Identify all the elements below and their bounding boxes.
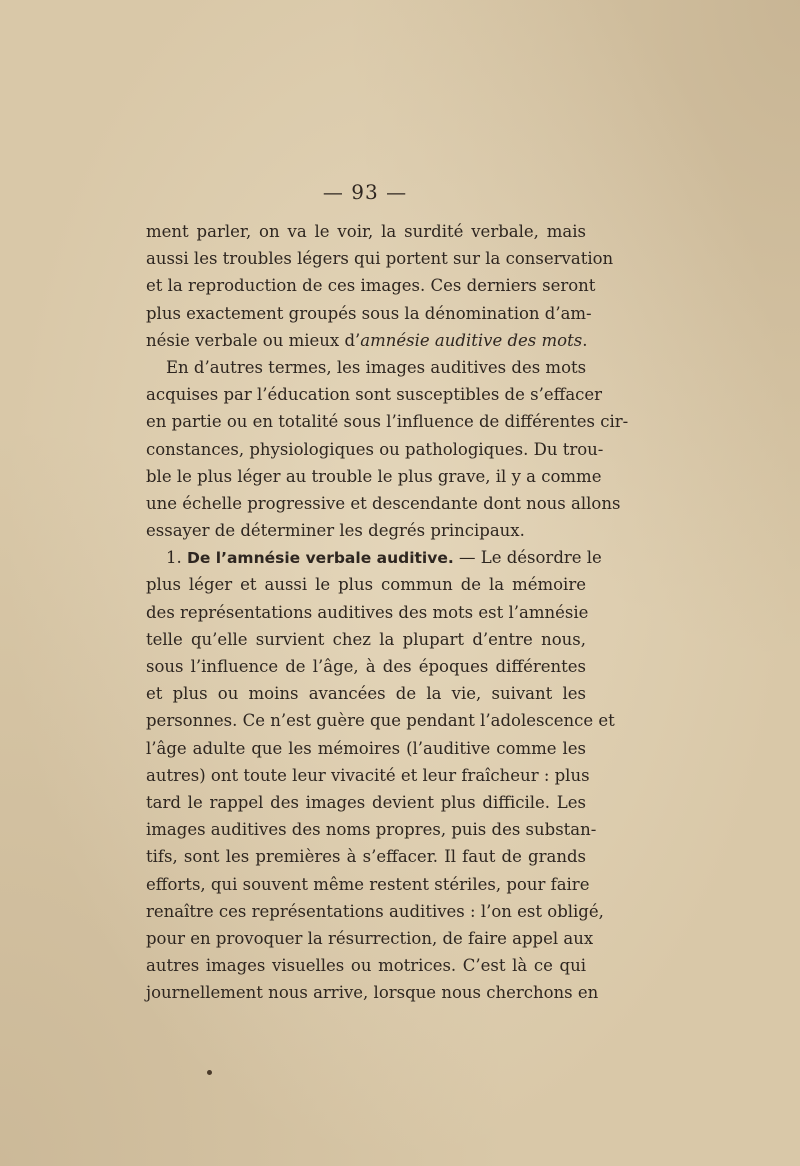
text-line [146, 544, 602, 571]
text-line: et plus ou moins avancées de la vie, suivant les [146, 684, 586, 704]
text-line: telle qu’elle survient chez la plupart d’entre nous, [146, 629, 586, 649]
text-line: essayer de déterminer les degrés principaux. [146, 521, 525, 541]
text-line: images auditives des noms propres, puis des substan- [146, 820, 597, 840]
text-run: 1. [166, 548, 187, 568]
text-line: plus exactement groupés sous la dénomination d’am- [146, 303, 592, 323]
text-run: — Le désordre le [453, 548, 602, 568]
text-line: tifs, sont les premières à s’effacer. Il faut de grands [146, 847, 586, 867]
text-line: en partie ou en totalité sous l’influence de différentes cir- [146, 412, 629, 432]
text-line: constances, physiologiques ou pathologiques. Du trou- [146, 439, 604, 459]
text-line: ment parler, on va le voir, la surdité verbale, mais [146, 222, 586, 241]
text-line: ble le plus léger au trouble le plus grave, il y a comme [146, 466, 602, 486]
text-line: autres images visuelles ou motrices. C’est là ce qui [146, 956, 586, 976]
text-line: autres) ont toute leur vivacité et leur fraîcheur : plus [146, 765, 590, 785]
text-line: et la reproduction de ces images. Ces derniers seront [146, 276, 596, 296]
text-line: aussi les troubles légers qui portent sur la conservation [146, 249, 614, 269]
page-number: — 93 — [322, 180, 408, 204]
text-line: personnes. Ce n’est guère que pendant l’adolescence et [146, 711, 615, 731]
text-run: nésie verbale ou mieux d’ [146, 330, 361, 350]
italic-phrase: amnésie auditive des mots [360, 330, 583, 350]
paper-speck [207, 1070, 212, 1075]
text-line: En d’autres termes, les images auditives des mots [166, 357, 587, 377]
text-block [146, 218, 629, 1006]
text-line: plus léger et aussi le plus commun de la mémoire [146, 575, 586, 595]
text-line: sous l’influence de l’âge, à des époques différentes [146, 657, 586, 676]
text-line: l’âge adulte que les mémoires (l’auditive comme les [146, 738, 586, 758]
section-heading: De l’amnésie verbale auditive. [187, 549, 454, 568]
text-line: une échelle progressive et descendante dont nous allons [146, 493, 621, 513]
text-line: acquises par l’éducation sont susceptibles de s’effacer [146, 385, 603, 405]
text-line: pour en provoquer la résurrection, de faire appel aux [146, 928, 594, 948]
text-line: tard le rappel des images devient plus difficile. Les [146, 792, 586, 812]
text-line [146, 327, 586, 354]
text-line: efforts, qui souvent même restent stériles, pour faire [146, 874, 590, 894]
text-line: des représentations auditives des mots est l’amnésie [146, 602, 589, 622]
text-run: . [582, 330, 588, 350]
text-line: journellement nous arrive, lorsque nous cherchons en [146, 983, 599, 1003]
text-line: renaître ces représentations auditives : l’on est obligé, [146, 901, 604, 921]
